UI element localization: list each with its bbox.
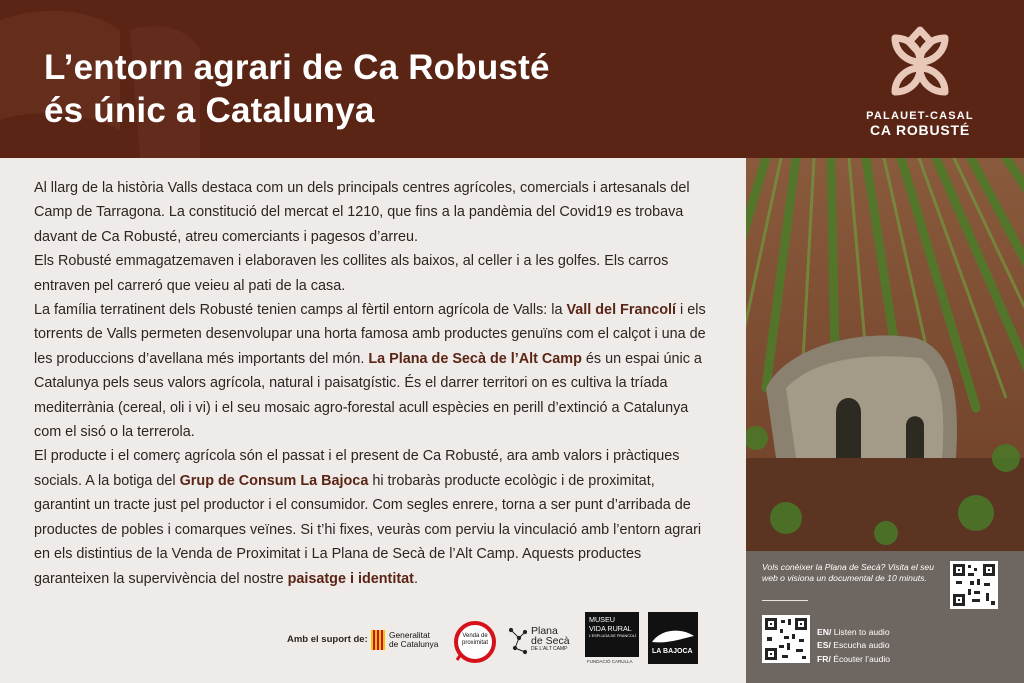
museu-line-3: L’ESPLUGA DE FRANCOLÍ <box>589 634 637 638</box>
body-paragraph <box>34 444 714 590</box>
audio-label-en: Listen to audio <box>831 627 890 637</box>
audio-link-es[interactable] <box>817 639 890 652</box>
header-banner <box>0 0 1024 158</box>
highlighted-term: Grup de Consum La Bajoca <box>179 472 369 489</box>
highlighted-term: La Plana de Secà de l’Alt Camp <box>368 350 582 367</box>
bajoca-line-1: LA BAJOCA <box>652 648 693 655</box>
divider <box>762 600 808 601</box>
paragraph-text: hi trobaràs producte ecològic i de proximitat, garantint un tracte just pel productor i el consumidor. Com segles enrere, torna a ser punt d’arribada de productes de pobles i comarques veïnes. Si t’hi fixes, veuràs com perviu la vinculació amb l’entorn agrari en els distintius de la Venda de Proximitat i La Plana de Secà de l’Alt Camp. Aquests productes garanteixen la supervivència del nostre <box>34 472 702 587</box>
qr-icon <box>950 561 998 609</box>
audio-code-en: EN/ <box>817 627 832 637</box>
audio-links <box>817 626 890 666</box>
plana-seca-logo <box>507 624 571 660</box>
generalitat-line-1: Generalitat <box>389 630 430 640</box>
title-line-1: L’entorn agrari de Ca Robusté <box>44 48 550 87</box>
qr-icon <box>762 615 810 663</box>
vineyard-photo-drawing <box>746 158 1024 551</box>
body-paragraph <box>34 176 714 249</box>
paragraph-text: La família terratinent dels Robusté tenien camps al fèrtil entorn agrícola de Valls: la <box>34 302 567 319</box>
support-label: Amb el suport de: <box>287 634 368 645</box>
constellation-icon <box>507 626 529 656</box>
plana-line-2: de Secà <box>531 635 570 647</box>
body-paragraph <box>34 298 714 444</box>
logo-text-line-1: PALAUET-CASAL <box>866 110 974 122</box>
generalitat-logo <box>371 628 451 658</box>
paragraph-text: és un espai únic a Catalunya pels seus valors agrícola, natural i paisatgístic. És el darrer territori on es cultiva la tríada mediterrània (cereal, oli i vi) i el seu mosaic agro-forestal acull espècies en perill d’extinció a Catalunya com el sisó o la terrerola. <box>34 350 702 441</box>
audio-code-fr: FR/ <box>817 653 831 664</box>
audio-link-fr[interactable] <box>817 653 890 666</box>
proximitat-line-1: Venda de <box>462 633 488 639</box>
highlighted-term: paisatge i identitat <box>287 570 414 587</box>
paragraph-text: Al llarg de la història Valls destaca com un dels principals centres agrícoles, comercials i artesanals del Camp de Tarragona. La constitució del mercat el 1210, que fins a la pandèmia del Covid19 es trobava davant de Ca Robusté, atreu comerciants i pagesos d’arreu. <box>34 180 690 245</box>
flower-logo-icon <box>877 22 963 108</box>
body-text <box>34 176 714 591</box>
paragraph-text: El producte i el comerç agrícola són el passat i el present de Ca Robusté, ara amb valors i pràctiques socials. A la botiga del <box>34 448 680 489</box>
audio-label-es: Escucha audio <box>830 640 890 651</box>
senyera-icon <box>371 630 385 650</box>
paragraph-text: i els torrents de Valls permeten desenvolupar una horta famosa amb productes genuïns com el calçot i una de les produccions d’avellana més importants del món. <box>34 302 706 367</box>
vineyard-with-stone-hut-photo <box>746 158 1024 551</box>
audio-label-fr: Écouter l’audio <box>830 653 891 664</box>
audio-qr-code[interactable] <box>762 615 810 663</box>
plana-line-3: DE L’ALT CAMP <box>531 646 568 652</box>
venda-proximitat-logo <box>453 620 497 664</box>
museu-line-1: MUSEU <box>589 615 615 624</box>
audio-link-en[interactable] <box>817 626 890 639</box>
plana-line-1: Plana <box>531 625 558 637</box>
generalitat-line-2: de Catalunya <box>389 639 439 650</box>
audio-code-es: ES/ <box>817 640 831 651</box>
museu-footer: FUNDACIÓ CARULLA <box>587 659 633 664</box>
title-line-2: és únic a Catalunya <box>44 91 375 130</box>
museu-vida-rural-logo <box>585 612 639 668</box>
documentary-qr-code[interactable] <box>950 561 998 609</box>
logo-text-line-2: CA ROBUSTÉ <box>869 122 971 138</box>
la-bajoca-logo <box>648 612 698 664</box>
museu-line-2: VIDA RURAL <box>589 623 632 633</box>
page-title <box>44 46 550 132</box>
promo-text: Vols conèixer la Plana de Secà? Visita el seu web o visiona un documental de 10 minuts. <box>762 562 934 583</box>
paragraph-text: Els Robusté emmagatzemaven i elaboraven les collites als baixos, al celler i a les golfes. Els carros entraven pel carreró que veieu al pati de la casa. <box>34 253 669 294</box>
palauet-logo <box>860 22 980 147</box>
body-paragraph <box>34 249 714 298</box>
paragraph-text: . <box>413 570 418 587</box>
support-strip <box>285 612 725 668</box>
highlighted-term: Vall del Francolí <box>566 302 677 319</box>
proximitat-line-2: proximitat <box>461 640 488 646</box>
